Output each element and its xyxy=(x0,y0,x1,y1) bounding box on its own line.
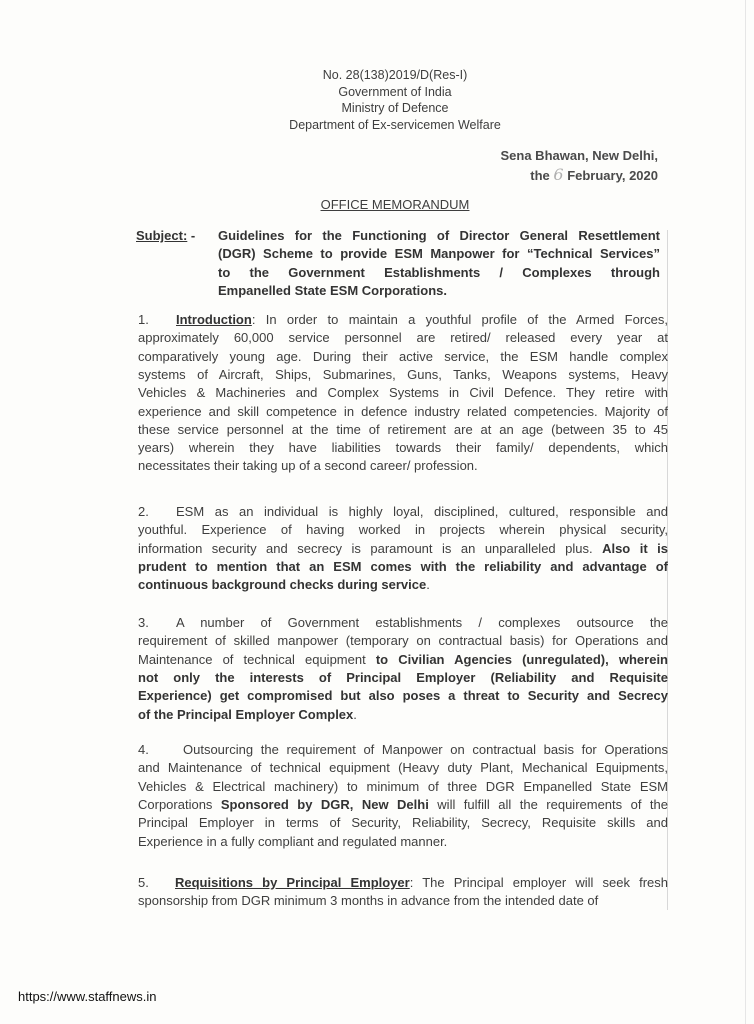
text-segment: Outsourcing the requirement of Manpower on contractual basis for Operations xyxy=(183,742,668,757)
paragraph-line xyxy=(138,892,598,910)
text-segment: ESM as an individual is highly loyal, disciplined, cultured, responsible and xyxy=(176,504,668,519)
text-segment: Maintenance of technical equipment xyxy=(138,651,376,667)
text-segment: Corporations xyxy=(138,796,221,812)
date-prefix: the xyxy=(530,168,550,183)
source-url: https://www.staffnews.in xyxy=(18,989,157,1004)
memo-title xyxy=(0,197,754,213)
paragraph-line xyxy=(138,706,357,724)
text-segment: of the Principal Employer Complex xyxy=(138,706,354,722)
text-segment: necessitates their taking up of a second career/ profession. xyxy=(138,458,478,474)
text-segment: Sponsored by DGR, New Delhi xyxy=(220,796,429,812)
subject-line: Empanelled State ESM Corporations. xyxy=(218,283,447,298)
text-segment: . xyxy=(426,577,430,593)
text-segment: : The Principal employer will seek fresh xyxy=(409,875,668,890)
paragraph-line xyxy=(138,833,447,851)
text-segment: Experience in a fully compliant and regulated manner. xyxy=(138,833,448,849)
paragraph-line xyxy=(138,669,668,687)
file-number: No. 28(138)2019/D(Res-I) xyxy=(322,68,468,82)
text-segment: youthful. Experience of having worked in projects wherein physical security, xyxy=(138,522,668,538)
text-segment: prudent to mention that an ESM comes with the reliability and advantage of xyxy=(138,558,668,574)
paragraph-line xyxy=(176,503,668,521)
paragraph-line xyxy=(138,632,668,650)
paragraph-line xyxy=(138,403,668,421)
text-segment: not only the interests of Principal Employer (Reliability and Requisite xyxy=(138,669,668,685)
government-name: Government of India xyxy=(338,85,452,99)
text-segment: requirement of skilled manpower (temporary on contractual basis) for Operations and xyxy=(138,633,668,649)
paragraph-number: 3. xyxy=(138,615,149,630)
date-rest: February, 2020 xyxy=(567,168,658,183)
paragraph-line xyxy=(175,874,668,892)
text-segment: continuous background checks during service xyxy=(138,577,427,593)
paragraph-line xyxy=(138,521,668,539)
paragraph-line xyxy=(138,651,668,669)
paragraph-line xyxy=(138,366,668,384)
paragraph-line xyxy=(138,576,430,594)
date xyxy=(530,165,658,184)
paragraph-line xyxy=(176,311,668,329)
paragraph-line xyxy=(138,540,668,558)
text-segment: these service personnel at the time of retirement are at an age (between 35 to 45 xyxy=(138,421,668,437)
paragraph-line xyxy=(138,384,668,402)
section-heading: Introduction xyxy=(176,312,252,327)
text-segment: years) wherein they have liabilities towards their family/ dependents, which xyxy=(138,440,668,456)
ministry-name: Ministry of Defence xyxy=(341,101,449,115)
text-segment: sponsorship from DGR minimum 3 months in advance from the intended date of xyxy=(138,893,599,909)
paragraph-line xyxy=(138,814,668,832)
subject-line: (DGR) Scheme to provide ESM Manpower for “Technical Services” xyxy=(218,246,660,261)
paragraph-line xyxy=(176,614,668,632)
paragraph-line xyxy=(138,687,668,705)
text-segment: approximately 60,000 service personnel are retired/ released every year at xyxy=(138,330,668,346)
subject-label xyxy=(136,227,195,245)
text-segment: . xyxy=(353,706,357,722)
paragraph-line xyxy=(138,421,668,439)
paragraph-line xyxy=(138,329,668,347)
text-segment: comparatively young age. During their active service, the ESM handle complex xyxy=(138,348,668,364)
text-segment: to Civilian Agencies (unregulated), wherein xyxy=(375,651,668,667)
subject-dash: - xyxy=(190,228,196,243)
text-segment: Also it is xyxy=(602,540,668,556)
text-segment: A number of Government establishments / complexes outsource the xyxy=(176,615,668,630)
subject-line: Guidelines for the Functioning of Director General Resettlement xyxy=(218,228,660,243)
paragraph-number: 5. xyxy=(138,875,149,890)
text-segment: Vehicles & Electrical machinery) to minimum of three DGR Empanelled State ESM xyxy=(138,778,668,794)
scan-edge xyxy=(745,0,746,1024)
paragraph-line xyxy=(138,759,668,777)
text-segment: information security and secrecy is paramount is an unparalleled plus. xyxy=(138,540,603,556)
section-heading: Requisitions by Principal Employer xyxy=(175,875,410,890)
text-segment: Experience) get compromised but also poses a threat to Security and Secrecy xyxy=(138,688,668,704)
paragraph-line xyxy=(138,796,668,814)
paragraph-line xyxy=(138,348,668,366)
place: Sena Bhawan, New Delhi, xyxy=(500,148,658,163)
text-segment: Principal Employer in terms of Security, Reliability, Secrecy, Requisite skills and xyxy=(138,815,668,831)
paragraph-line xyxy=(183,741,668,759)
paragraph-line xyxy=(138,457,478,475)
memo-title-text: OFFICE MEMORANDUM xyxy=(320,197,470,212)
text-segment: and Maintenance of technical equipment (Heavy duty Plant, Mechanical Equipments, xyxy=(138,760,668,776)
text-segment: : In order to maintain a youthful profile of the Armed Forces, xyxy=(251,312,668,327)
paragraph-number: 2. xyxy=(138,504,149,519)
text-segment: experience and skill competence in defence industry related competencies. Majority of xyxy=(138,403,668,419)
paragraph-line xyxy=(138,558,668,576)
paragraph-line xyxy=(138,778,668,796)
text-segment: Vehicles & Machineries and Complex Systems in Civil Defence. They retire with xyxy=(138,385,668,401)
paragraph-number: 1. xyxy=(138,312,149,327)
subject-label-text: Subject: xyxy=(136,228,188,243)
subject-line: to the Government Establishments / Complexes through xyxy=(218,265,660,280)
department-name: Department of Ex-servicemen Welfare xyxy=(289,118,501,132)
paragraph-number: 4. xyxy=(138,742,149,757)
text-segment: systems of Aircraft, Ships, Submarines, Guns, Tanks, Weapons systems, Heavy xyxy=(138,366,668,382)
handwritten-day: 6 xyxy=(553,165,564,184)
text-segment: will fulfill all the requirements of the xyxy=(428,796,668,812)
paragraph-line xyxy=(138,439,668,457)
